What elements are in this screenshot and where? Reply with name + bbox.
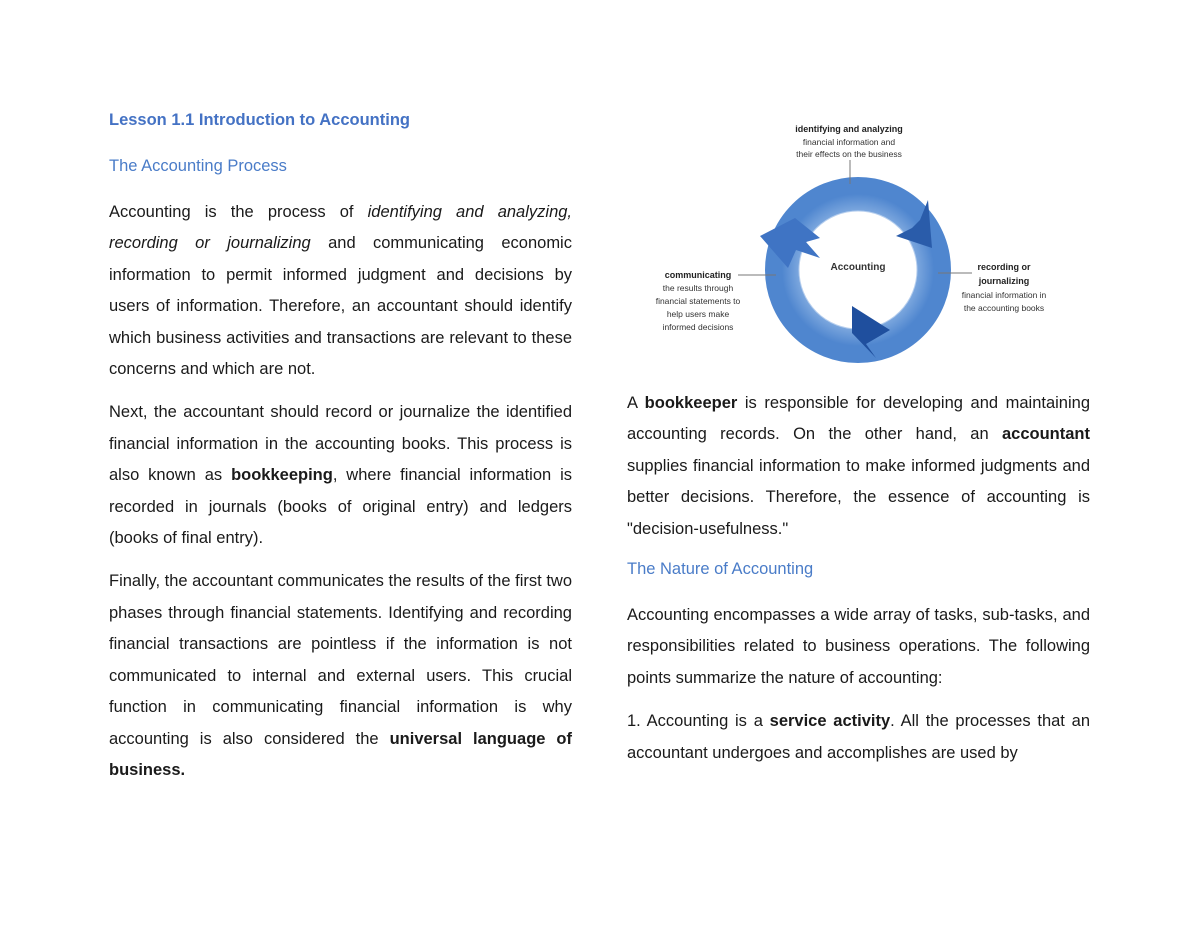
text-run: Next, the accountant should record or journalize the identified financial information in the accounting books. This process is also known as [109, 403, 572, 485]
text-run: A [627, 394, 645, 412]
text-run: 1. Accounting is a [627, 712, 770, 731]
bold-run: universal language of business. [109, 729, 573, 779]
text-run: , where financial information is recorded in journals (books of original entry) and ledgers (books of final entry). [109, 466, 572, 548]
text-run: and communicating economic information to permit informed judgment and decisions by users of information. Therefore, an accountant should identify which business activities and transactions are relevant to these concerns and which are not. [109, 234, 572, 379]
text-run: Accounting is the process of [109, 203, 368, 221]
text-run: supplies financial information to make informed judgments and better decisions. Therefore, the essence of accounting is "decision-usefulness." [627, 456, 1090, 538]
left-column [109, 108, 572, 798]
diagram-right-line1: financial information in [961, 290, 1047, 300]
section-title-nature: The Nature of Accounting [627, 560, 814, 579]
text-run: is responsible for developing and maintaining accounting records. On the other hand, an [627, 394, 1090, 444]
text-run: . All the processes that an accountant undergoes and accomplishes are used by [627, 712, 1090, 762]
diagram-top-line2: their effects on the business [796, 149, 902, 159]
diagram-left-line3: help users make [666, 309, 730, 319]
bold-run: bookkeeping [231, 466, 333, 485]
diagram-left-line4: informed decisions [662, 322, 734, 332]
right-column [627, 388, 1090, 781]
text-run: Finally, the accountant communicates the results of the first two phases through financial statements. Identifying and recording financial transactions are pointless if the information is not communicated to internal and external users. This crucial function in communicating financial information is why accounting is also considered the [109, 572, 572, 748]
bold-run: bookkeeper [644, 394, 738, 412]
diagram-left-line2: financial statements to [655, 296, 741, 306]
diagram-top-bold: identifying and analyzing [795, 124, 903, 134]
paragraph-nature: Accounting encompasses a wide array of tasks, sub-tasks, and responsibilities related to business operations. The following points summarize the nature of accounting: [627, 606, 1090, 687]
paragraph-definition [109, 197, 572, 385]
section-title-accounting-process: The Accounting Process [109, 157, 287, 175]
paragraph-service-activity [627, 706, 1090, 769]
diagram-right-bold1: recording or [977, 262, 1031, 272]
diagram-top-line1: financial information and [802, 137, 896, 147]
paragraph-bookkeeping [109, 397, 572, 554]
italic-run: identifying and analyzing, recording or journalizing [109, 203, 573, 253]
lesson-title: Lesson 1.1 Introduction to Accounting [109, 111, 410, 129]
diagram-right-bold2: journalizing [978, 276, 1030, 286]
accounting-cycle-diagram [620, 108, 1100, 368]
paragraph-bookkeeper-accountant [627, 388, 1090, 545]
diagram-right-line2: the accounting books [963, 303, 1045, 313]
bold-run: accountant [1001, 425, 1090, 444]
diagram-center-label: Accounting [830, 262, 886, 273]
diagram-left-bold: communicating [664, 270, 732, 280]
bold-run: service activity [769, 712, 891, 731]
diagram-left-line1: the results through [662, 283, 734, 293]
paragraph-communicating [109, 566, 572, 786]
